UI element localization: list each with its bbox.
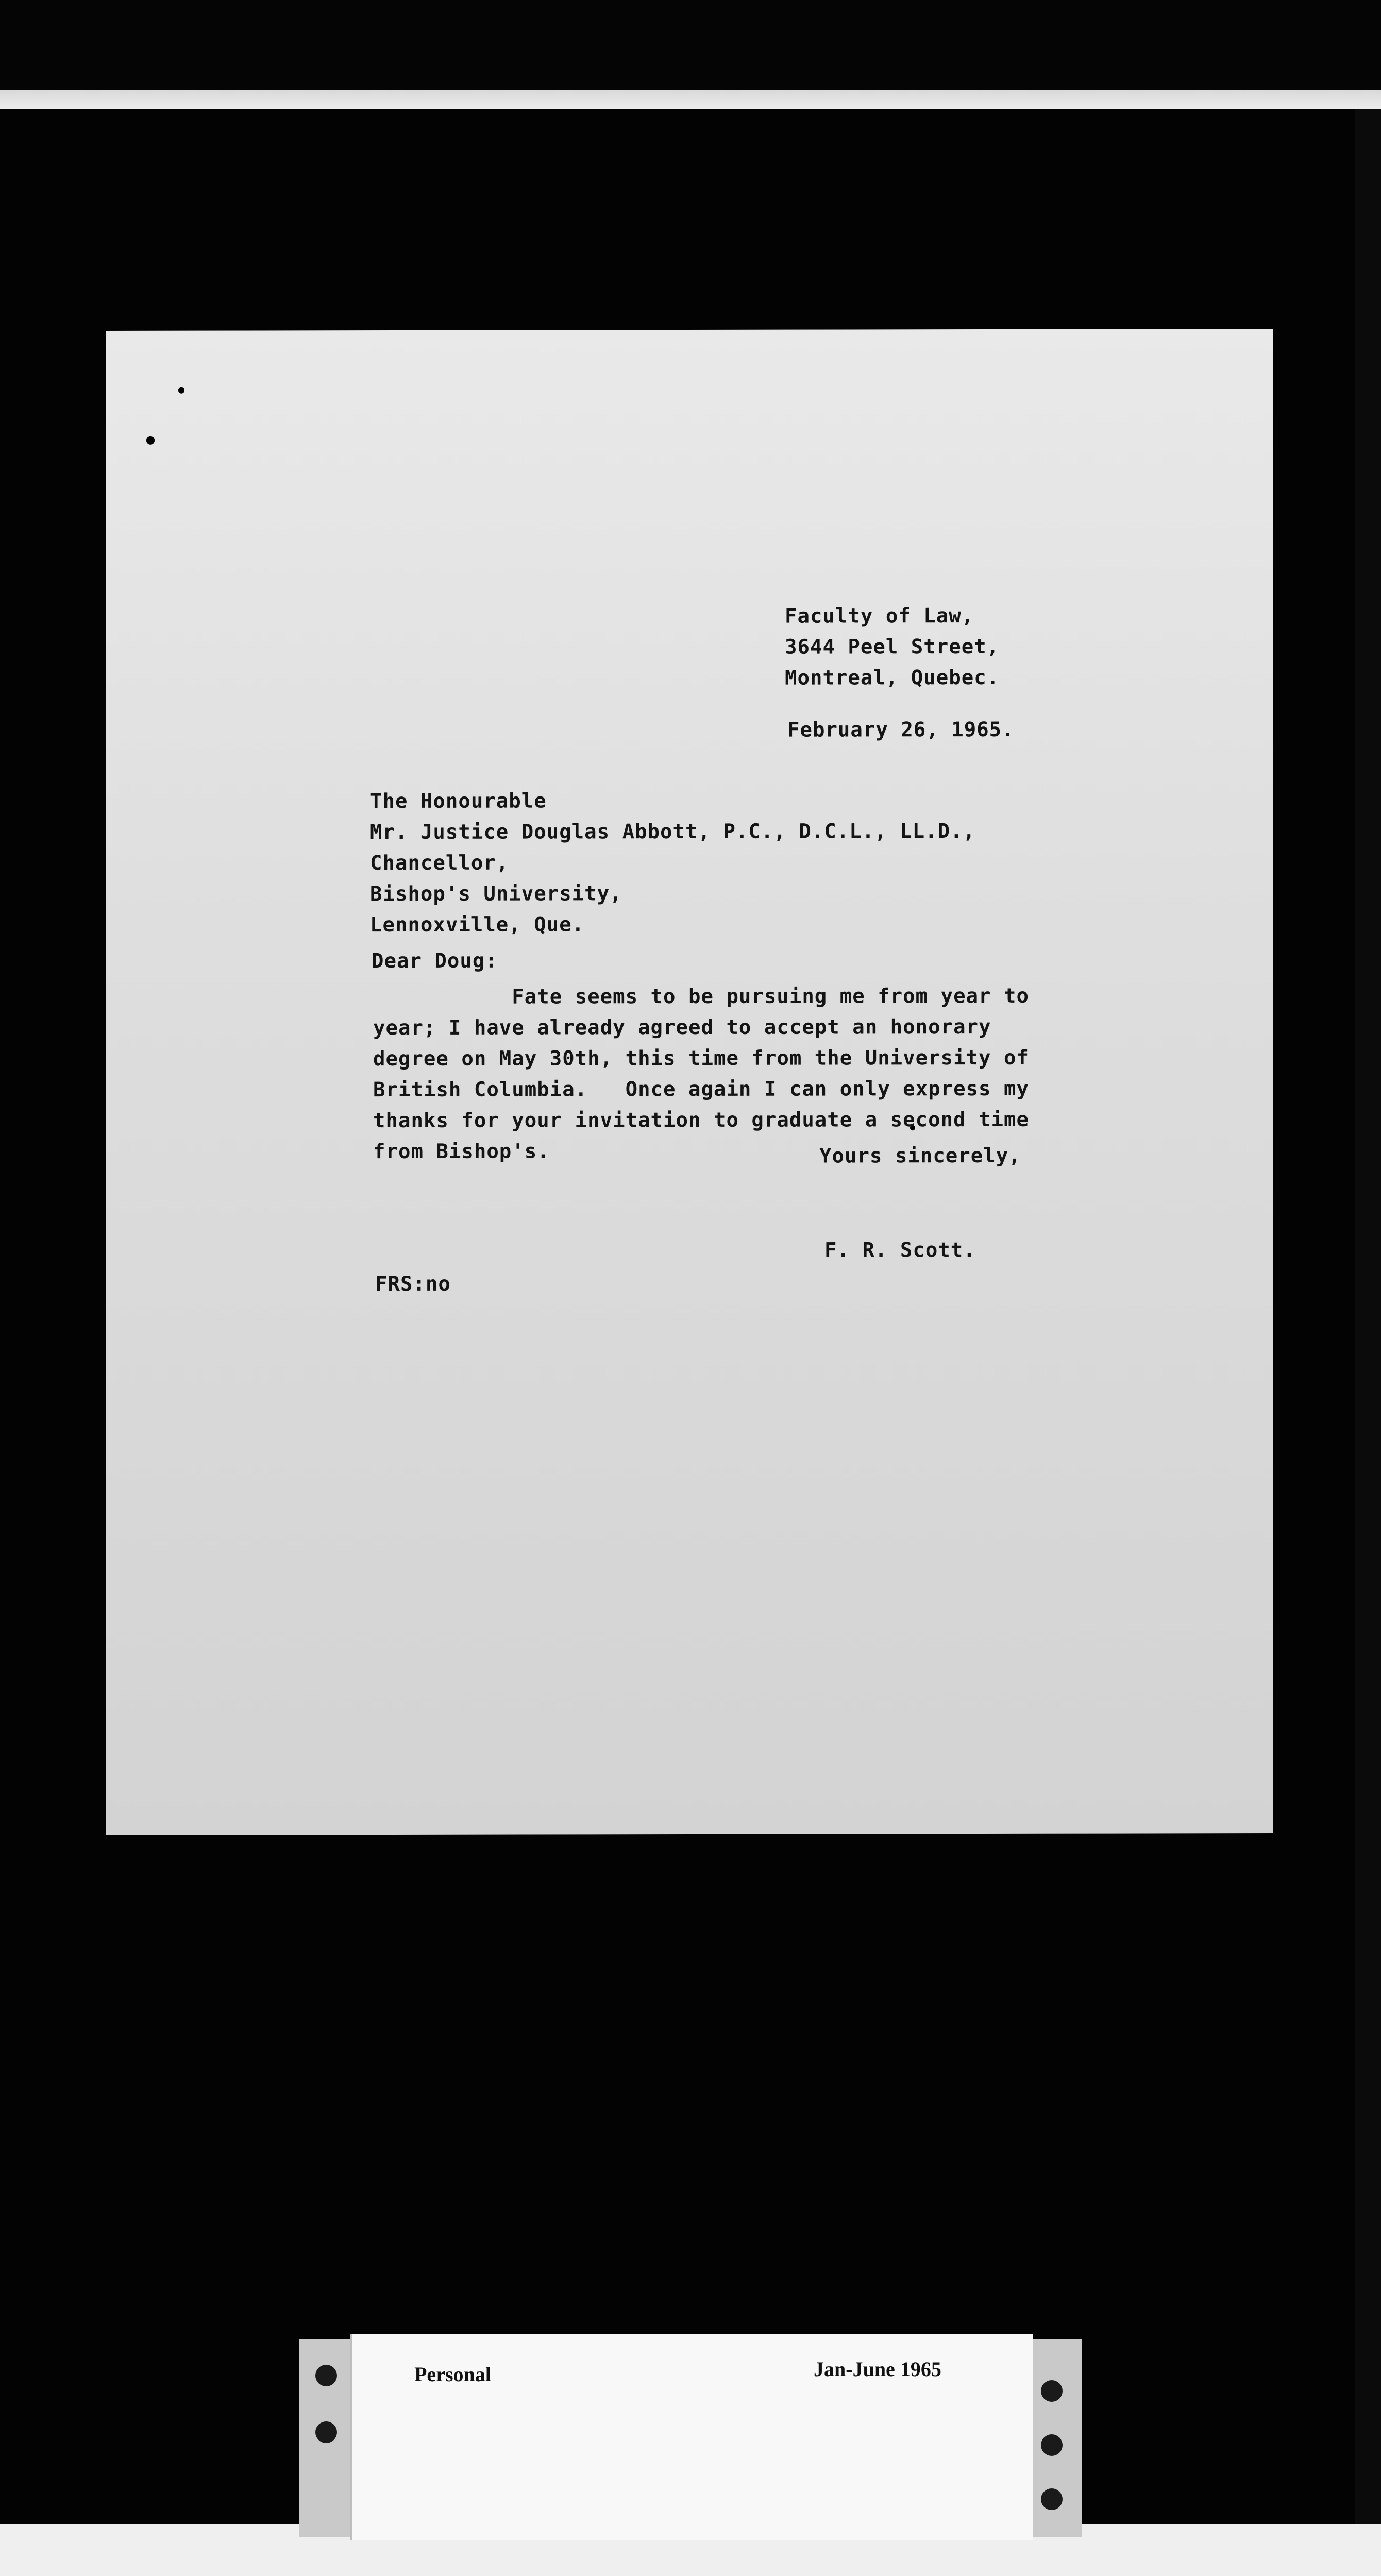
recipient-line: Lennoxville, Que. (370, 913, 585, 937)
film-edge-strip (0, 90, 1381, 111)
address-line: Montreal, Quebec. (785, 666, 1000, 690)
punch-hole (1041, 2488, 1063, 2510)
body-line: Fate seems to be pursuing me from year to (373, 984, 1029, 1009)
body-line: British Columbia. Once again I can only express my (373, 1077, 1029, 1102)
recipient-line: Mr. Justice Douglas Abbott, P.C., D.C.L., LL.D., (370, 820, 976, 844)
recipient-line: The Honourable (370, 789, 547, 814)
punch-hole (315, 2421, 337, 2443)
sender-address (785, 601, 999, 694)
film-right-edge (1355, 109, 1381, 2531)
body-line: year; I have already agreed to accept an honorary (373, 1015, 991, 1040)
folder-label-date-range: Jan-June 1965 (814, 2358, 941, 2381)
closing: Yours sincerely, (819, 1144, 1021, 1168)
reference-initials: FRS:no (375, 1272, 451, 1296)
letter-body (373, 981, 1029, 1167)
punch-hole (1041, 2380, 1063, 2402)
letter-date: February 26, 1965. (787, 718, 1015, 742)
dust-speck (146, 436, 155, 445)
recipient-address (370, 785, 975, 941)
punch-hole (1041, 2434, 1063, 2456)
recipient-line: Bishop's University, (370, 882, 622, 906)
film-top-band (0, 0, 1381, 90)
punch-hole (315, 2365, 337, 2386)
salutation: Dear Doug: (372, 949, 498, 973)
folder-label-category: Personal (414, 2363, 491, 2386)
body-line: degree on May 30th, this time from the University of (373, 1046, 1029, 1071)
dust-speck (178, 387, 184, 394)
body-line: from Bishop's. (373, 1140, 550, 1164)
address-line: Faculty of Law, (785, 604, 974, 628)
recipient-line: Chancellor, (370, 851, 509, 875)
signature: F. R. Scott. (824, 1239, 976, 1262)
folder-label (350, 2334, 1033, 2540)
address-line: 3644 Peel Street, (785, 635, 1000, 659)
letter-page (106, 329, 1273, 1835)
body-line: thanks for your invitation to graduate a second time (373, 1108, 1029, 1133)
